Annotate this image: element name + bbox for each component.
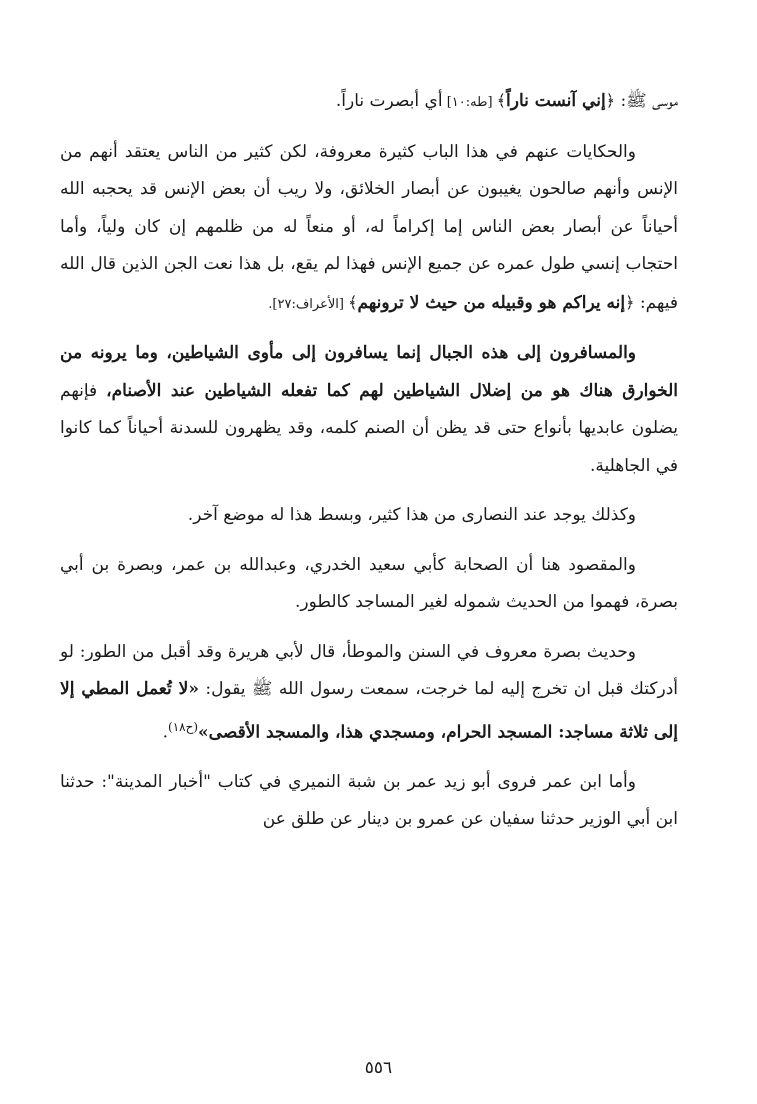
- p3-bold-text: والمسافرون إلى هذه الجبال إنما يسافرون إلى مأوى الشياطين، وما يرونه من الخوارق هناك هو من إضلال الشياطين لهم كما تفعله الشياطين عند الأصنام،: [60, 343, 678, 401]
- paragraph-4: [60, 497, 678, 535]
- page-number: ٥٥٦: [364, 1058, 393, 1078]
- p1-text: موسى ﷺ:: [615, 91, 678, 111]
- p3-rest: فإنهم يضلون عابديها بأنواع حتى قد يظن أن الصنم كلمه، وقد يظهرون للسدنة أحياناً كما كانوا في الجاهلية.: [60, 380, 678, 476]
- quran-reference: [الأعراف:٢٧].: [268, 296, 349, 312]
- p6-end: .: [162, 722, 169, 743]
- hadith-footnote-ref: (ح١٨): [168, 719, 199, 734]
- p7-text: وأما ابن عمر فروى أبو زيد عمر بن شبة النميري في كتاب "أخبار المدينة": حدثنا ابن أبي الوزير حدثنا سفيان عن عمرو بن دينار عن طلق عن: [60, 771, 678, 830]
- quran-bracket-open: ﴿: [605, 91, 616, 110]
- paragraph-1: [60, 82, 678, 122]
- quran-bracket-close: ﴾: [348, 292, 358, 312]
- page-body: [60, 82, 678, 839]
- paragraph-7: [60, 764, 678, 839]
- paragraph-3: [60, 335, 678, 485]
- p1-rest: أي أبصرت ناراً.: [335, 91, 443, 111]
- quran-reference: [طه:١٠]: [442, 95, 497, 110]
- paragraph-5: [60, 547, 678, 622]
- quran-bracket-close: ﴾: [496, 91, 507, 110]
- p2-text: والحكايات عنهم في هذا الباب كثيرة معروفة، لكن كثير من الناس يعتقد أنهم من الإنس وأنهم صالحون يغيبون عن أبصار الخلائق، ولا ريب أن بعض الإنس قد يحجبه الله أحياناً عن أبصار بعض الناس إما إكراماً له، أو منعاً له من ظلمهم إن كان ولياً، وأما احتجاب إنسي طول عمره عن جميع الإنس فهذا لم يقع، بل هذا نعت الجن الذين قال الله فيهم:: [60, 141, 678, 313]
- hadith-quote: «لا تُعمل المطي إلا إلى ثلاثة مساجد: المسجد الحرام، ومسجدي هذا، والمسجد الأقصى»: [60, 679, 678, 743]
- quran-quote: إنه يراكم هو وقبيله من حيث لا ترونهم: [357, 292, 626, 313]
- p6-text: وحديث بصرة معروف في السنن والموطأ، قال لأبي هريرة وقد أقبل من الطور: لو أدركتك قبل ان تخرج إليه لما خرجت، سمعت رسول الله ﷺ يقول:: [60, 641, 678, 699]
- paragraph-6: [60, 634, 678, 752]
- p5-text: والمقصود هنا أن الصحابة كأبي سعيد الخدري، وعبدالله بن عمر، وبصرة بن أبي بصرة، فهموا من الحديث شموله لغير المساجد كالطور.: [60, 554, 678, 612]
- quran-quote: إني آنست ناراً: [506, 91, 606, 111]
- quran-bracket-open: ﴿: [625, 292, 635, 312]
- paragraph-2: [60, 134, 678, 324]
- p4-text: وكذلك يوجد عند النصارى من هذا كثير، وبسط هذا له موضع آخر.: [187, 505, 636, 525]
